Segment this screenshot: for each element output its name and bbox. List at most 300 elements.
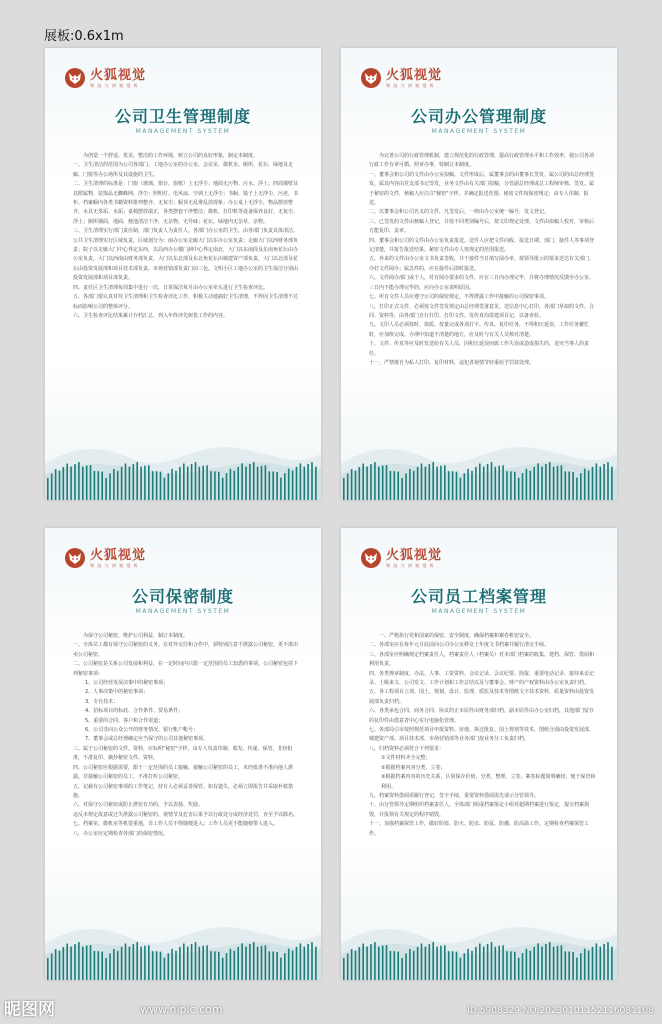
stripe [413, 951, 415, 980]
stripe [378, 947, 380, 980]
stripe [409, 469, 411, 500]
body-paragraph: 6、公司非向公众公开的财务情况、银行帐户帐号； [85, 727, 199, 734]
panel-subtitle: MANAGEMENT SYSTEM [431, 128, 527, 135]
body-paragraph: 六、文件阅办部门或个人，对有阅办要求的文件，应在三日内办理完毕，并将办理情况反馈至办公室。三日内不能办理完毕的，应向办公室说明原因。 [369, 275, 595, 291]
stripe [530, 951, 532, 980]
stripe [390, 471, 392, 500]
stripe [576, 958, 578, 980]
brand-logo [361, 548, 442, 568]
body-paragraph: 1、公司经营发展决策中的秘密事项； [85, 680, 169, 687]
brand-name: 火狐视觉 [386, 547, 443, 563]
brand-tagline: 和 况 九 初 视 觉 传 [386, 82, 435, 88]
stripe [245, 947, 247, 981]
body-paragraph: 十、由分管领导定期组织档案责任人，全体部门组成档案鉴定小组对超期档案进行鉴定，提交档案损毁，并报领有关规定的程序销毁。 [369, 802, 590, 818]
body-paragraph: 为完善公司的行政管理机制，建立规范化的行政管理，提高行政管理水平和工作效率，使公司各项行政工作有章可循、照章办事，特制订本制度。 [369, 153, 595, 169]
stripe [86, 466, 88, 500]
stripe [432, 462, 434, 500]
stripe [311, 462, 313, 500]
body-paragraph: 六、各类承包合同、商务合同、协议的正本原件由财务部归档，副本原件由办公室归档，其他部门留存的复印件由借意者中心实行电脑化管理。 [369, 708, 595, 724]
stripe [280, 958, 282, 980]
stripe [464, 953, 466, 980]
stripe [347, 474, 349, 501]
stripe [59, 951, 61, 980]
stripe [611, 947, 613, 980]
stripe [557, 466, 559, 500]
stripe [70, 467, 72, 500]
stripe [206, 465, 208, 500]
stripe [191, 464, 193, 500]
stripe [109, 473, 111, 500]
stripe [374, 462, 376, 500]
stripe [530, 471, 532, 500]
stripe [144, 466, 146, 500]
stripe [171, 949, 173, 980]
stripe [370, 944, 372, 980]
stripe [588, 951, 590, 980]
stripe [253, 942, 255, 980]
stripe [284, 953, 286, 980]
body-paragraph: 九、文印人员必须按时、按质、按量完成各项打字、传真、复印任务，不得积压延误，工作任务繁忙时，应加班完成。办理中知道不清楚的地方，应及时与有关人员核对清楚。 [369, 322, 590, 338]
stripe [121, 947, 123, 980]
stripe [584, 469, 586, 500]
stripe [121, 467, 123, 500]
stripe [549, 462, 551, 500]
body-paragraph: 八、归档资料必须符合下列要求： [369, 745, 445, 752]
body-paragraph: 二、各部室应在每年元月底前向公司办公室移交上年度文书档案并履行清交手续。 [369, 642, 550, 649]
stripe [276, 472, 278, 500]
panel-body [73, 632, 301, 839]
stripe [304, 947, 306, 981]
stripe [152, 471, 154, 500]
stripe [218, 472, 220, 500]
stripe [452, 951, 454, 980]
panel-title: 公司员工档案管理 [410, 587, 547, 606]
brand-logo [65, 548, 146, 568]
stripe [230, 469, 232, 500]
stripe [175, 471, 177, 500]
stripe [444, 945, 446, 980]
panel-title: 公司保密制度 [131, 587, 234, 606]
stripe [98, 951, 100, 980]
stripe [607, 462, 609, 500]
stripe [518, 478, 520, 500]
stripe [230, 949, 232, 980]
stripe [386, 465, 388, 500]
stripe [537, 943, 539, 980]
stripe [300, 943, 302, 980]
panel-subtitle: MANAGEMENT SYSTEM [431, 608, 527, 615]
stripe [491, 462, 493, 500]
stripe [265, 945, 267, 980]
stripe [257, 947, 259, 980]
stripe [425, 947, 427, 981]
stripe [269, 951, 271, 980]
stripe [471, 951, 473, 980]
stripe [526, 949, 528, 980]
stripe [63, 947, 65, 980]
stripe [199, 947, 201, 980]
body-paragraph: 二、以董事会和公司名义的文件，凡签发后，一律由办公室统一编号，发文登记。 [369, 209, 550, 216]
stripe [533, 467, 535, 500]
stripe [394, 951, 396, 980]
body-paragraph: 7、董事会或总经理确定应当保守的公司其他秘密事项。 [85, 736, 209, 743]
body-paragraph: 5、重要的合同、客户和合作渠道； [85, 717, 164, 724]
stripe [568, 472, 570, 501]
stripe [78, 942, 80, 980]
stripe [351, 949, 353, 980]
stripe [315, 947, 317, 980]
stripe [261, 946, 263, 980]
stripe [378, 467, 380, 500]
stripe [179, 947, 181, 980]
stripe [460, 958, 462, 980]
stripe [537, 463, 539, 500]
stripe [572, 472, 574, 500]
stripe [292, 951, 294, 980]
stripe [272, 952, 274, 981]
stripe [136, 462, 138, 500]
stripe [78, 462, 80, 500]
stripe [444, 465, 446, 500]
body-paragraph: 七、所有文件人员应遵守公司的保密规定，不得泄露工作中接触的公司保密事项。 [369, 294, 550, 301]
stripe [288, 469, 290, 500]
stripe [296, 467, 298, 500]
stripe [355, 471, 357, 500]
stripe [425, 467, 427, 501]
stripe [133, 464, 135, 500]
stripe [105, 958, 107, 980]
stripe [183, 464, 185, 501]
stripe [129, 467, 131, 501]
body-paragraph: 4、招标项目的标底、合作条件、贸易条件； [85, 708, 184, 715]
stripe [409, 949, 411, 980]
stripe [401, 958, 403, 980]
stripe [195, 942, 197, 980]
fox-icon [65, 68, 85, 88]
brand-logo [361, 68, 442, 88]
stripe [382, 946, 384, 980]
stripe [94, 471, 96, 500]
stripe [156, 471, 158, 500]
panel-body [73, 152, 301, 321]
stripe [210, 471, 212, 500]
stripe [202, 946, 204, 980]
stripe [541, 467, 543, 501]
stripe [471, 471, 473, 500]
stripe [498, 466, 500, 500]
stripe [572, 952, 574, 980]
stripe [549, 942, 551, 980]
stripe [370, 464, 372, 500]
stripe [491, 942, 493, 980]
stripe [160, 472, 162, 500]
stripe [448, 471, 450, 500]
stripe [522, 953, 524, 980]
stripe [421, 464, 423, 501]
stripe [452, 471, 454, 500]
stripe [315, 467, 317, 500]
stripe [561, 465, 563, 500]
stripe [280, 478, 282, 500]
stripe [600, 467, 602, 501]
stripe [222, 958, 224, 980]
body-paragraph: 为创造一个舒适、优美、整洁的工作环境，树立公司的良好形象，制定本制度。 [83, 153, 259, 159]
stripe [249, 464, 251, 500]
panel-subtitle: MANAGEMENT SYSTEM [135, 608, 231, 615]
stripe [506, 951, 508, 980]
stripe [495, 467, 497, 500]
stripe [206, 945, 208, 980]
stripe [432, 942, 434, 980]
stripe [241, 943, 243, 980]
stripe [51, 474, 53, 501]
body-paragraph: 四、各类规章制度、办法、人事、工资资料、会议记录、会议纪要、简报、重要电话记录、接待来访记录、上级来文、公司发文、工作计划和工作总结以及与董事会、财产的产权资料由办公室负责归档。 [369, 670, 595, 687]
stripe [526, 469, 528, 500]
stripe [307, 944, 309, 980]
stripe [90, 465, 92, 500]
stripe [218, 952, 220, 980]
stripe [397, 472, 399, 500]
stripe [237, 467, 239, 500]
stripe [183, 944, 185, 981]
stripe [479, 944, 481, 981]
body-paragraph: 十一、加强档案保管工作，做好防盗、防火、防虫、防鼠、防潮、防高温工作，定期检查档案保管工作。 [369, 821, 590, 837]
stripe [588, 471, 590, 500]
fox-icon [65, 548, 85, 568]
stripe [125, 944, 127, 981]
stripe [276, 952, 278, 980]
stripe [561, 945, 563, 980]
stripe [98, 471, 100, 500]
body-paragraph: 四、公司秘密应根据需要，限于一定范围的员工接触。接触公司秘密的员工，未经批准不准向他人泄露。非接触公司秘密的员工，不准打听公司秘密。 [73, 764, 294, 781]
stripe [63, 467, 65, 500]
stripe [514, 472, 516, 500]
body-paragraph: ③根据档案内容的历史关系，区别保存价值，分类、整理、立卷，案卷标题简明确切，便于保管和利用。 [381, 774, 596, 790]
watermark-url: www.nipic.com [140, 1003, 223, 1016]
stripe [179, 467, 181, 500]
stripe [160, 952, 162, 980]
stripe [136, 942, 138, 980]
stripe [359, 467, 361, 500]
body-paragraph: 违反本规定故意或过失泄露公司秘密的，视情节及危害后果予以行政处分或经济处罚，直至予以除名。 [73, 811, 299, 818]
panel-body [369, 632, 597, 839]
stripe [226, 473, 228, 500]
stripe [366, 467, 368, 500]
body-paragraph: 六、卫生检查评比结果累计存档汇总，列入年终评先树优工作的内容。 [73, 312, 229, 319]
stripe [117, 951, 119, 980]
stripe [214, 471, 216, 500]
watermark-logo: 昵图网 [4, 1000, 55, 1020]
stripe [596, 463, 598, 500]
stripe [557, 946, 559, 980]
body-paragraph: 三、属于公司秘密的文件、资料，应标明"秘密"字样，由专人负责印制、收发、传递、保管，非经批准，不准复印、摘抄秘密文件、资料。 [73, 745, 293, 762]
stripe [347, 954, 349, 981]
stripe [187, 467, 189, 501]
stripe [541, 947, 543, 981]
body-paragraph: 四、董事会和公司的文件由办公室负责报送。送件人应把文件向收、报送日期、部门、接件人等事项登记清楚，并报告报送结果。秘密文件由专人按规定的范围报送。 [369, 237, 595, 254]
body-paragraph: 一、严格执行党和国家的保密、安全制度，确保档案和案卷机密安全。 [379, 633, 535, 639]
stripe [553, 947, 555, 980]
stripe [436, 947, 438, 980]
body-paragraph: 一、卫生清洁的范围为公司各部门、工地办公室的办公室、会议室、微机室、厕所、花坛、绿地及走廊、门窗等办公场所及其设施的卫生。 [73, 162, 294, 178]
stripe [545, 944, 547, 980]
stripe [479, 464, 481, 501]
stripe [74, 464, 76, 500]
stripe [171, 469, 173, 500]
stripe [133, 944, 135, 980]
stripe [82, 947, 84, 980]
stripe [249, 944, 251, 980]
stripe [374, 942, 376, 980]
panel-hygiene [45, 48, 321, 500]
stripe [164, 958, 166, 980]
stripe [506, 471, 508, 500]
body-paragraph: 七、档案室、微机室等机要重地，非工作人员不得随便进入；工作人员更不能随便带人进入。 [73, 821, 279, 828]
stripe [440, 466, 442, 500]
stripe [66, 464, 68, 500]
body-paragraph: 2、人事决策中的秘密事项； [85, 689, 149, 696]
stripe [199, 467, 201, 500]
stripe [300, 463, 302, 500]
stripe [269, 471, 271, 500]
stripe [140, 467, 142, 500]
stripe [611, 467, 613, 500]
stripe [460, 478, 462, 500]
stripe [592, 947, 594, 980]
stripe [362, 944, 364, 980]
stripe [86, 946, 88, 980]
stripe [386, 945, 388, 980]
stripe [226, 953, 228, 980]
stripe [144, 946, 146, 980]
stripe [440, 946, 442, 980]
stripe [464, 473, 466, 500]
stripe [510, 951, 512, 980]
stripe [413, 471, 415, 500]
stripe [362, 464, 364, 500]
stripe [237, 947, 239, 980]
body-paragraph: 五、各部门要认真对待卫生清理和卫生检查评比工作，积极主动地搞好卫生清理，不得因卫生清理不达标而影响公司的整体评分。 [73, 294, 299, 310]
stripe [596, 943, 598, 980]
stripe [514, 952, 516, 980]
stripe [70, 947, 72, 980]
stripe [272, 472, 274, 501]
stripe [47, 478, 49, 500]
stripe [382, 466, 384, 500]
stripe [553, 467, 555, 500]
body-paragraph: 十、文件、传真等应及时发送给有关人员，因积压延误而致工作失误或造成损失的，追究当事人的责任。 [369, 341, 590, 357]
wave-stripe-decoration [45, 424, 321, 500]
brand-tagline: 和 况 九 初 视 觉 传 [386, 562, 435, 568]
stripe [129, 947, 131, 981]
stripe [245, 467, 247, 501]
body-paragraph: 十一、严禁擅自为私人打印、复印材料，违犯者视情节轻重给予罚款处理。 [369, 359, 535, 366]
stripe [475, 467, 477, 500]
stripe [55, 469, 57, 500]
brand-name: 火狐视觉 [90, 547, 147, 563]
stripe [456, 952, 458, 980]
stripe [495, 947, 497, 980]
stripe [417, 467, 419, 500]
stripe [253, 462, 255, 500]
stripe [117, 471, 119, 500]
stripe [234, 951, 236, 980]
stripe [234, 471, 236, 500]
stripe [467, 469, 469, 500]
stripe [47, 958, 49, 980]
panel-body [369, 152, 597, 368]
stripe [600, 947, 602, 981]
stripe [603, 944, 605, 980]
size-label: 展板:0.6x1m [44, 29, 124, 44]
stripe [311, 942, 313, 980]
stripe [456, 472, 458, 500]
stripe [191, 944, 193, 980]
stripe [448, 951, 450, 980]
panel-confidentiality [45, 528, 321, 980]
stripe [59, 471, 61, 500]
stripe [304, 467, 306, 501]
stripe [187, 947, 189, 981]
stripe [74, 944, 76, 980]
stripe [487, 944, 489, 980]
stripe [429, 464, 431, 500]
body-paragraph: 八、办公室应定期检查各部门的保密情况。 [73, 830, 169, 837]
body-paragraph: ①文件材料齐全完整； [381, 755, 431, 762]
panel-title: 公司办公管理制度 [410, 107, 547, 126]
stripe [241, 463, 243, 500]
stripe [292, 471, 294, 500]
stripe [568, 952, 570, 981]
body-paragraph: 3、专有技术； [85, 698, 119, 705]
stripe [522, 473, 524, 500]
stripe [487, 464, 489, 500]
stripe [483, 947, 485, 981]
stripe [101, 472, 103, 500]
stripe [94, 951, 96, 980]
body-paragraph: 三、卫生清理实行部门责任制，部门负责人为责任人。各部门办公室的卫生，由各部门负责具体清洁。公共卫生清理实行区域负责，区域划分为：南办公室走廊大门以东办公室负责；走廊大门以西财务部负责；院子以走廊大门中心界定东西，以局西办公楼门洞中心界定南北，大门以东南段及东南角花坛由办公室负责，大门以西南由财务部负责，大门以东北部及东北角花坛由城建资产部负责，大门以北部及花坛由投资发展部和项目技术部负责。市场营销部负责门前三包。文明小区工地办公室的卫生保洁分别由投资发展部和项目部负责。 [73, 228, 299, 282]
stripe [202, 466, 204, 500]
stripe [518, 958, 520, 980]
stripe [214, 951, 216, 980]
body-paragraph: 三、各部室应明确规定档案责任人，档案责任人（档案员）对本部门档案的收集、建档、保管、借阅和利用负责。 [369, 651, 595, 668]
fox-icon [361, 548, 381, 568]
watermark-id: ID:5908329 NO:20230101152116081108 [467, 1006, 654, 1016]
stripe [210, 951, 212, 980]
brand-tagline: 和 况 九 初 视 觉 传 [90, 82, 139, 88]
stripe [467, 949, 469, 980]
stripe [592, 467, 594, 500]
stripe [257, 467, 259, 500]
body-paragraph: 六、对保守公司秘密或防止泄密有功的，予以表扬、奖励。 [73, 802, 204, 809]
stripe [343, 478, 345, 500]
stripe [284, 473, 286, 500]
stripe [475, 947, 477, 980]
stripe [483, 467, 485, 501]
stripe [351, 469, 353, 500]
stripe [195, 462, 197, 500]
stripe [394, 471, 396, 500]
body-paragraph: 五、各工程项目立项、国土、规划、设计、监理、质监及技术等图纸文字技术资料、质量资料由投资发展部负责归档。 [369, 689, 595, 705]
stripe [429, 944, 431, 980]
body-paragraph: 五、记载有公司秘密事项的工作笔记，持有人必须妥善保管。如有遗失，必须立即报告并采取补救措施。 [73, 783, 294, 799]
stripe [436, 467, 438, 500]
stripe [502, 945, 504, 980]
stripe [105, 478, 107, 500]
stripe [417, 947, 419, 980]
stripe [603, 464, 605, 500]
stripe [168, 953, 170, 980]
